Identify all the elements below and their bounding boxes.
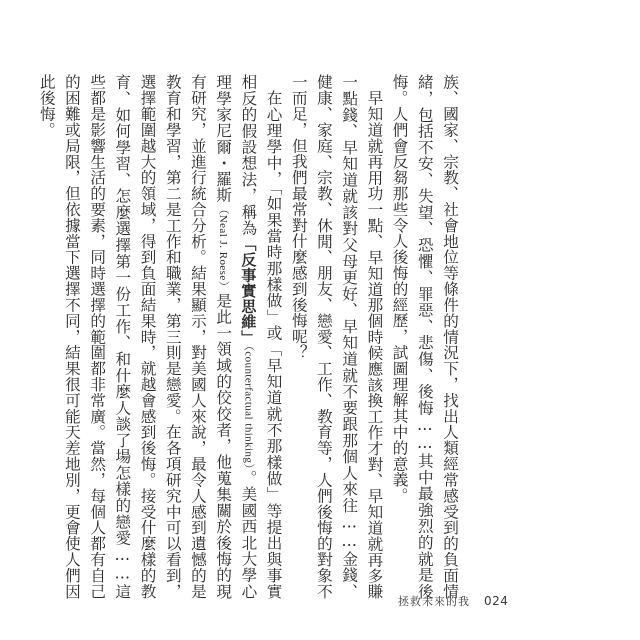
page-footer <box>398 593 508 609</box>
body-text <box>34 74 462 599</box>
paragraph-1 <box>386 74 462 599</box>
paragraph-2 <box>286 74 387 599</box>
page-number: 024 <box>484 594 509 608</box>
paragraph-3-rest: 是此一領域的佼佼者，他蒐集關於後悔的現有研究，並進行統合分析。結果顯示，對美國人來說，最令人感到遺憾的是教育和學習，第二是工作和職業，第三則是戀愛。在各項研究中可以看到，選擇範圍越大的領域，得到負面結果時，就越會感到後悔。接受什麼樣的教育、如何學習、怎麼選擇第一份工作、和什麼人談了場怎樣的戀愛……這些都是影響生活的要素，同時選擇的範圍都非常廣。當然，每個人都有自己的困難或局限，但依據當下選擇不同，結果很可能天差地別，更會使人們因此後悔。 <box>37 74 233 599</box>
key-term: 「反事實思維」 <box>239 236 258 346</box>
paragraph-2-text: 早知道就再用功一點、早知道那個時候應該換工作才對、早知道就再多賺一點錢、早知道就該對父母更好、早知道就不要跟那個人來往……金錢、健康、家庭、宗教、休閒、朋友、戀愛、工作、教育等，人們後悔的對象不一而足，但我們最常對什麼感到後悔呢？ <box>289 74 384 599</box>
running-title: 拯救未來的我 <box>398 595 470 608</box>
paragraph-3 <box>34 74 286 599</box>
author-name-english: （Neal J. Roese） <box>217 203 230 293</box>
paragraph-3-author-intro: 。美國西北大學心理學家尼爾・羅斯 <box>214 74 258 600</box>
paragraph-1-text: 族、國家、宗教、社會地位等條件的情況下，找出人類經常感受到的負面情緒，包括不安、失望、恐懼、罪惡、悲傷、後悔……其中最強烈的就是後悔。人們會反芻那些令人後悔的經歷，試圖理解其中的意義。 <box>390 74 459 599</box>
paragraph-3-intro: 在心理學中，「如果當時那樣做」或「早知道就不那樣做」等提出與事實相反的假設想法，稱為 <box>239 74 283 599</box>
key-term-english: （counterfactual thinking） <box>242 345 255 470</box>
